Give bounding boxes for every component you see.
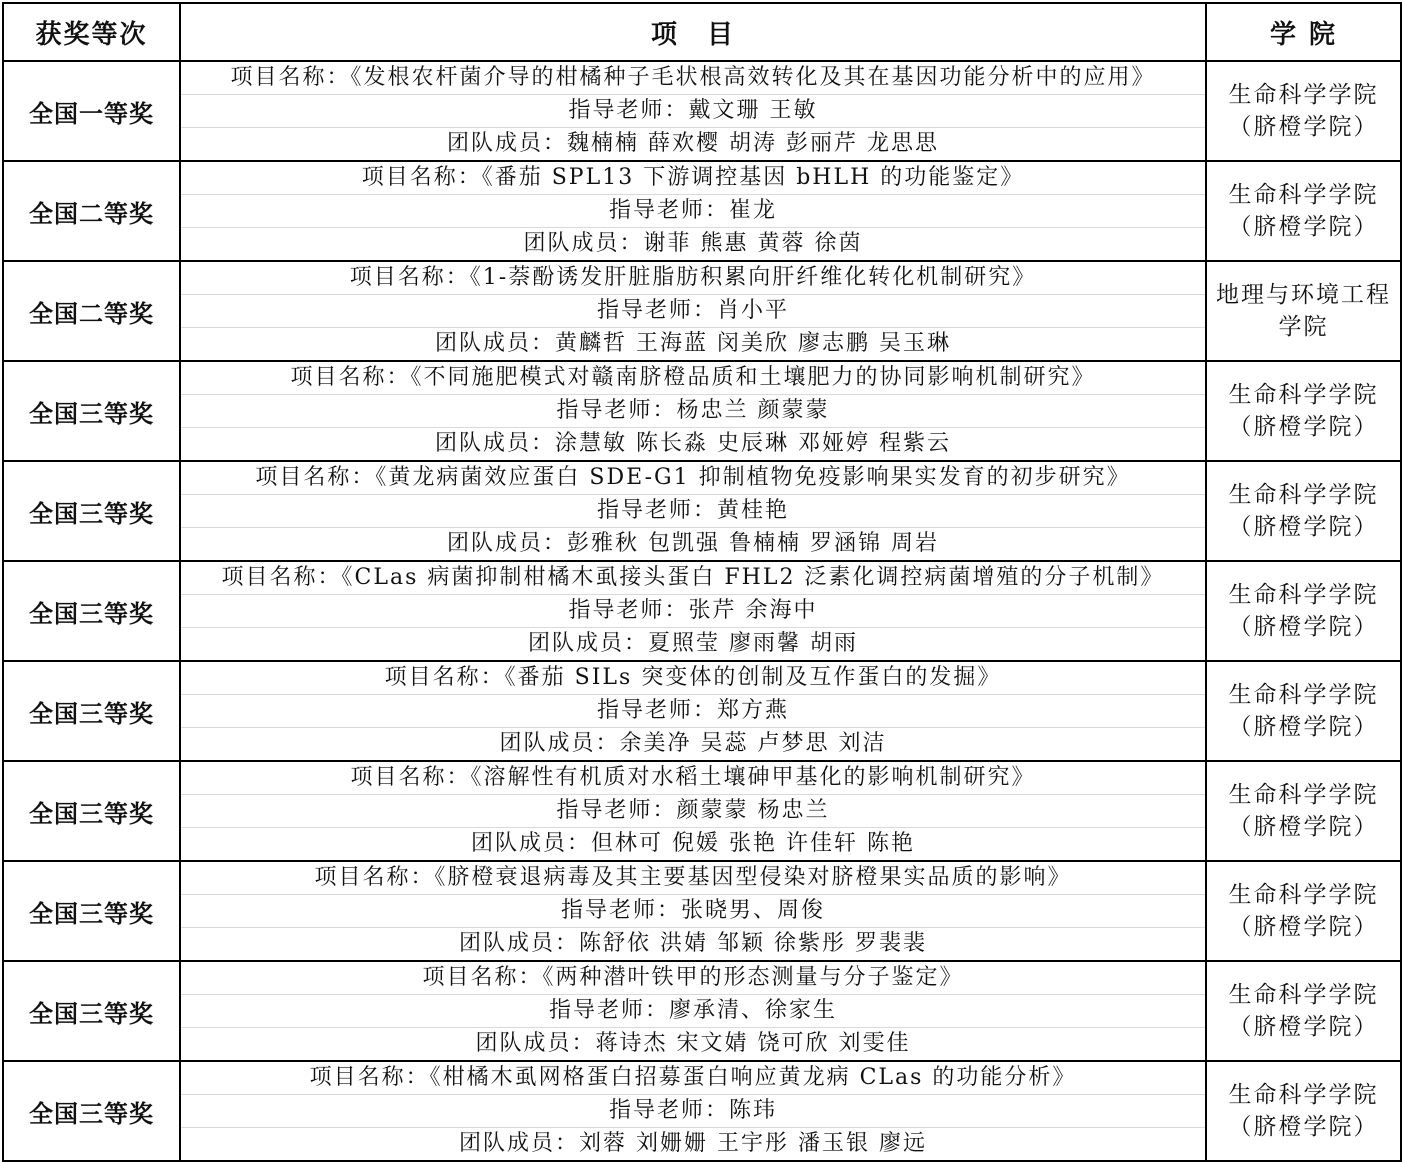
college-cell: 地理与环境工程 学院 [1206, 261, 1401, 361]
project-cell [180, 661, 1206, 761]
college-cell: 生命科学学院 （脐橙学院） [1206, 61, 1401, 161]
members-line: 团队成员：黄麟哲 王海蓝 闵美欣 廖志鹏 吴玉琳 [435, 331, 951, 356]
header-award-level: 获奖等次 [3, 3, 180, 61]
award-level-cell: 全国一等奖 [3, 61, 180, 161]
project-cell [180, 1061, 1206, 1161]
advisor-line: 指导老师：肖小平 [181, 295, 1205, 328]
advisor-line: 指导老师：张芹 余海中 [181, 595, 1205, 628]
table-row [3, 161, 1401, 261]
project-name-line: 项目名称：《黄龙病菌效应蛋白 SDE-G1 抑制植物免疫影响果实发育的初步研究》 [181, 462, 1205, 495]
award-level-cell: 全国二等奖 [3, 261, 180, 361]
table-row [3, 61, 1401, 161]
table-row [3, 261, 1401, 361]
advisor-line: 指导老师：张晓男、周俊 [181, 895, 1205, 928]
college-cell: 生命科学学院 （脐橙学院） [1206, 161, 1401, 261]
award-level-cell: 全国三等奖 [3, 461, 180, 561]
header-project: 项 目 [180, 3, 1206, 61]
college-cell: 生命科学学院 （脐橙学院） [1206, 761, 1401, 861]
header-college: 学 院 [1206, 3, 1401, 61]
advisor-line: 指导老师：戴文珊 王敏 [181, 95, 1205, 128]
members-line: 团队成员：彭雅秋 包凯强 鲁楠楠 罗涵锦 周岩 [447, 531, 939, 556]
project-name-line: 项目名称：《番茄 SPL13 下游调控基因 bHLH 的功能鉴定》 [181, 162, 1205, 195]
members-line: 团队成员：余美净 吴蕊 卢梦思 刘洁 [499, 731, 887, 756]
college-cell: 生命科学学院 （脐橙学院） [1206, 861, 1401, 961]
award-level-cell: 全国三等奖 [3, 761, 180, 861]
project-name-line: 项目名称：《脐橙衰退病毒及其主要基因型侵染对脐橙果实品质的影响》 [181, 862, 1205, 895]
project-name-line: 项目名称：《1-萘酚诱发肝脏脂肪积累向肝纤维化转化机制研究》 [181, 262, 1205, 295]
award-level-cell: 全国三等奖 [3, 661, 180, 761]
college-cell: 生命科学学院 （脐橙学院） [1206, 661, 1401, 761]
project-cell [180, 261, 1206, 361]
award-level-cell: 全国三等奖 [3, 561, 180, 661]
members-line: 团队成员：夏照莹 廖雨馨 胡雨 [528, 631, 858, 656]
project-name-line: 项目名称：《番茄 SILs 突变体的创制及互作蛋白的发掘》 [181, 662, 1205, 695]
table-row [3, 1061, 1401, 1161]
project-name-line: 项目名称：《不同施肥模式对赣南脐橙品质和土壤肥力的协同影响机制研究》 [181, 362, 1205, 395]
award-level-cell: 全国三等奖 [3, 961, 180, 1061]
college-cell: 生命科学学院 （脐橙学院） [1206, 561, 1401, 661]
college-cell: 生命科学学院 （脐橙学院） [1206, 1061, 1401, 1161]
advisor-line: 指导老师：黄桂艳 [181, 495, 1205, 528]
members-line: 团队成员：蒋诗杰 宋文婧 饶可欣 刘雯佳 [475, 1031, 911, 1056]
project-cell [180, 361, 1206, 461]
table-row [3, 861, 1401, 961]
table-row [3, 661, 1401, 761]
college-cell: 生命科学学院 （脐橙学院） [1206, 461, 1401, 561]
members-line: 团队成员：涂慧敏 陈长淼 史辰琳 邓娅婷 程紫云 [435, 431, 951, 456]
members-line: 团队成员：但林可 倪媛 张艳 许佳轩 陈艳 [471, 831, 915, 856]
table-row [3, 961, 1401, 1061]
members-line: 团队成员：陈舒依 洪婧 邹颖 徐紫彤 罗裴裴 [459, 931, 927, 956]
award-level-cell: 全国三等奖 [3, 1061, 180, 1161]
awards-table [2, 2, 1402, 1162]
project-cell [180, 461, 1206, 561]
table-header-row [3, 3, 1401, 61]
project-name-line: 项目名称：《溶解性有机质对水稻土壤砷甲基化的影响机制研究》 [181, 762, 1205, 795]
project-cell [180, 61, 1206, 161]
project-cell [180, 561, 1206, 661]
college-cell: 生命科学学院 （脐橙学院） [1206, 361, 1401, 461]
project-cell [180, 961, 1206, 1061]
table-body [3, 61, 1401, 1161]
award-level-cell: 全国三等奖 [3, 861, 180, 961]
advisor-line: 指导老师：廖承清、徐家生 [181, 995, 1205, 1028]
table-row [3, 561, 1401, 661]
table-row [3, 361, 1401, 461]
advisor-line: 指导老师：杨忠兰 颜蒙蒙 [181, 395, 1205, 428]
table-row [3, 761, 1401, 861]
project-name-line: 项目名称：《柑橘木虱网格蛋白招募蛋白响应黄龙病 CLas 的功能分析》 [181, 1062, 1205, 1095]
advisor-line: 指导老师：崔龙 [181, 195, 1205, 228]
members-line: 团队成员：魏楠楠 薛欢樱 胡涛 彭丽芹 龙思思 [447, 131, 939, 156]
award-level-cell: 全国二等奖 [3, 161, 180, 261]
advisor-line: 指导老师：颜蒙蒙 杨忠兰 [181, 795, 1205, 828]
project-cell [180, 861, 1206, 961]
project-name-line: 项目名称：《CLas 病菌抑制柑橘木虱接头蛋白 FHL2 泛素化调控病菌增殖的分子机制》 [181, 562, 1205, 595]
project-name-line: 项目名称：《两种潜叶铁甲的形态测量与分子鉴定》 [181, 962, 1205, 995]
project-cell [180, 761, 1206, 861]
college-cell: 生命科学学院 （脐橙学院） [1206, 961, 1401, 1061]
table-row [3, 461, 1401, 561]
award-level-cell: 全国三等奖 [3, 361, 180, 461]
advisor-line: 指导老师：郑方燕 [181, 695, 1205, 728]
advisor-line: 指导老师：陈玮 [181, 1095, 1205, 1128]
project-cell [180, 161, 1206, 261]
project-name-line: 项目名称：《发根农杆菌介导的柑橘种子毛状根高效转化及其在基因功能分析中的应用》 [181, 62, 1205, 95]
members-line: 团队成员：谢菲 熊惠 黄蓉 徐茵 [523, 231, 863, 256]
members-line: 团队成员：刘蓉 刘姗姗 王宇彤 潘玉银 廖远 [459, 1131, 927, 1156]
